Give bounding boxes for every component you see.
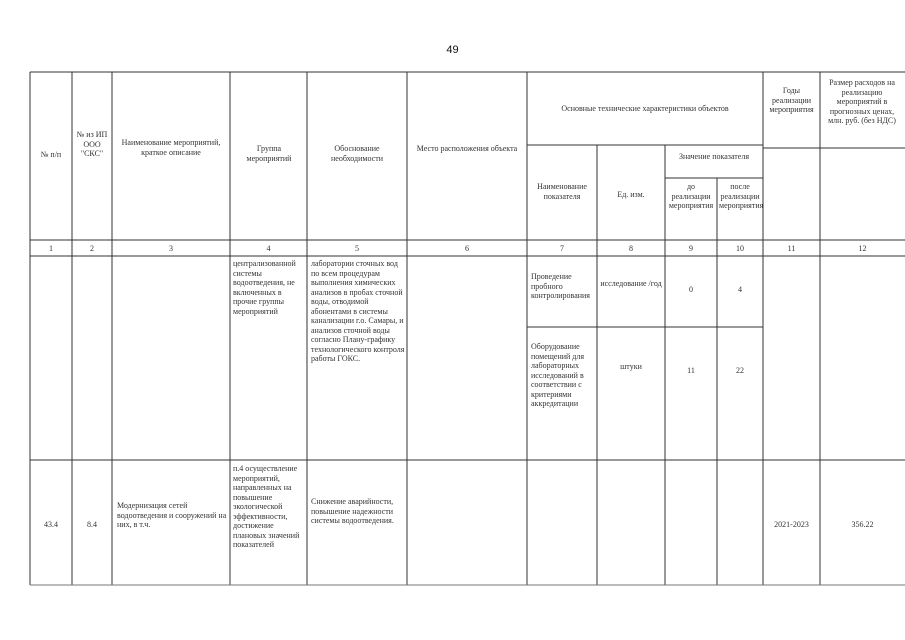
indicator-1-unit: исследование /год: [600, 279, 662, 288]
colnum-9: 9: [689, 244, 693, 253]
header-measure-name: Наименование мероприятий, краткое описание: [121, 138, 221, 157]
header-justification: Обоснование необходимости: [330, 144, 383, 163]
cont-justification-text: лаборатории сточных вод по всем процедурам выполнения химических анализов в пробах сточной воды, отводимой абонентами в системы канализации г.о. Самары, и анализов сточной воды согласно Плану-графику технологического контроля работы ГОКС.: [311, 259, 405, 363]
indicator-2-name: Оборудование помещений для лабораторных исследований в соответствии с критериями аккредитации: [531, 342, 585, 408]
header-unit: Ед. изм.: [617, 190, 645, 199]
colnum-10: 10: [736, 244, 744, 253]
indicator-2-before: 11: [687, 366, 695, 375]
indicator-1-after: 4: [738, 285, 742, 294]
indicator-1-before: 0: [689, 285, 693, 294]
header-after: после реализации мероприятия: [719, 182, 764, 210]
header-before: до реализации мероприятия: [668, 182, 714, 210]
colnum-12: 12: [858, 244, 867, 253]
indicator-1-name: Проведение пробного контролирования: [531, 272, 590, 300]
indicator-2-unit: штуки: [620, 362, 642, 371]
header-group: Группа мероприятий: [246, 144, 292, 163]
row-number: 43.4: [44, 520, 58, 529]
indicator-2-after: 22: [736, 366, 744, 375]
colnum-8: 8: [629, 244, 633, 253]
colnum-7: 7: [560, 244, 564, 253]
colnum-5: 5: [355, 244, 359, 253]
header-location: Место расположения объекта: [416, 144, 518, 153]
row-years: 2021-2023: [774, 520, 809, 529]
header-years: Годы реализации мероприятия: [769, 86, 814, 114]
header-ip-number: № из ИП ООО "СКС": [76, 130, 108, 158]
header-cost: Размер расходов на реализацию мероприятий в прогнозных ценах, млн. руб. (без НДС): [828, 78, 896, 125]
row-measure-name: Модернизация сетей водоотведения и сооружений на них, в т.ч.: [117, 501, 227, 529]
header-indicator-value: Значение показателя: [678, 152, 750, 161]
colnum-6: 6: [465, 244, 469, 253]
row-justification: Снижение аварийности, повышение надежности системы водоотведения.: [311, 497, 394, 525]
colnum-11: 11: [787, 244, 796, 253]
row-ip-number: 8.4: [87, 520, 97, 529]
row-group: п.4 осуществление мероприятий, направленных на повышение экологической эффективности, достижение плановых значений показателей: [233, 464, 300, 549]
row-cost: 356.22: [851, 520, 874, 529]
colnum-4: 4: [266, 244, 271, 253]
header-indicator-name: Наименование показателя: [537, 182, 587, 201]
cont-group-text: централизованной системы водоотведения, не включенных в прочие группы мероприятий: [233, 259, 296, 316]
header-tech-characteristics: Основные технические характеристики объектов: [561, 104, 729, 113]
colnum-2: 2: [90, 244, 94, 253]
colnum-1: 1: [49, 244, 53, 253]
header-number: № п/п: [40, 150, 62, 159]
colnum-3: 3: [169, 244, 173, 253]
page-number: 49: [446, 44, 459, 56]
